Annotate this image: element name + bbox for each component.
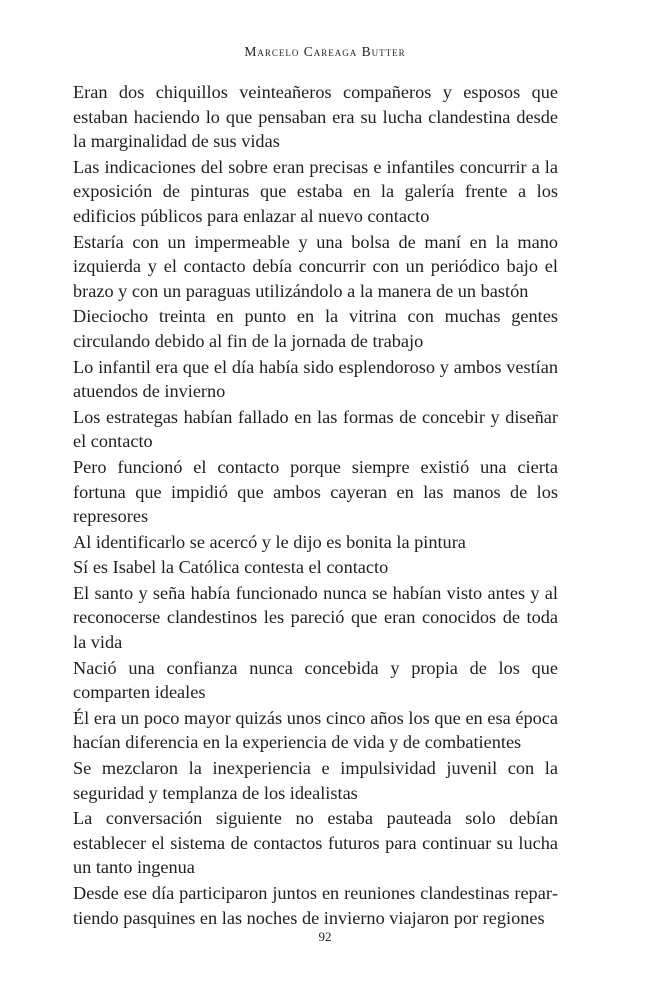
paragraph: Lo infantil era que el día había sido esplendoroso y ambos vestían atuendos de invierno	[73, 356, 558, 402]
paragraph: Los estrategas habían fallado en las formas de concebir y diseñar el contacto	[73, 406, 558, 452]
paragraph: Él era un poco mayor quizás unos cinco años los que en esa época hacían diferencia en la experiencia de vida y de combatientes	[73, 707, 558, 753]
paragraph: Desde ese día participaron juntos en reuniones clandestinas repartiendo pasquines en las noches de invierno viajaron por regiones	[73, 883, 558, 928]
paragraph: Las indicaciones del sobre eran precisas e infantiles concurrir a la exposición de pinturas que estaba en la galería frente a los edificios públicos para enlazar al nuevo contacto	[73, 156, 558, 226]
paragraph: Dieciocho treinta en punto en la vitrina con muchas gentes circulando debido al fin de la jornada de trabajo	[73, 306, 558, 351]
body-text	[73, 80, 558, 931]
paragraph: Estaría con un impermeable y una bolsa de maní en la mano izquierda y el contacto debía concurrir con un periódico bajo el brazo y con un paraguas utilizándolo a la manera de un bastón	[73, 231, 558, 301]
paragraph: Sí es Isabel la Católica contesta el contacto	[73, 557, 389, 578]
paragraph: Nació una confianza nunca concebida y propia de los que comparten ideales	[73, 657, 558, 703]
paragraph: La conversación siguiente no estaba pauteada solo debían establecer el sistema de contactos futuros para continuar su lucha un tanto ingenua	[73, 808, 558, 878]
paragraph: Se mezclaron la inexperiencia e impulsividad juvenil con la seguridad y templanza de los idealistas	[73, 758, 558, 803]
running-head: Marcelo Careaga Butter	[244, 44, 406, 59]
page-number: 92	[318, 929, 332, 944]
paragraph: Pero funcionó el contacto porque siempre existió una cierta fortuna que impidió que ambos cayeran en las manos de los represores	[73, 456, 558, 527]
paragraph: El santo y seña había funcionado nunca se habían visto antes y al reconocerse clandestinos les pareció que eran conocidos de toda la vida	[73, 582, 558, 653]
paragraph: Eran dos chiquillos veinteañeros compañeros y esposos que estaban haciendo lo que pensaban era su lucha clandestina desde la marginalidad de sus vidas	[73, 82, 558, 152]
paragraph: Al identificarlo se acercó y le dijo es bonita la pintura	[73, 531, 466, 552]
